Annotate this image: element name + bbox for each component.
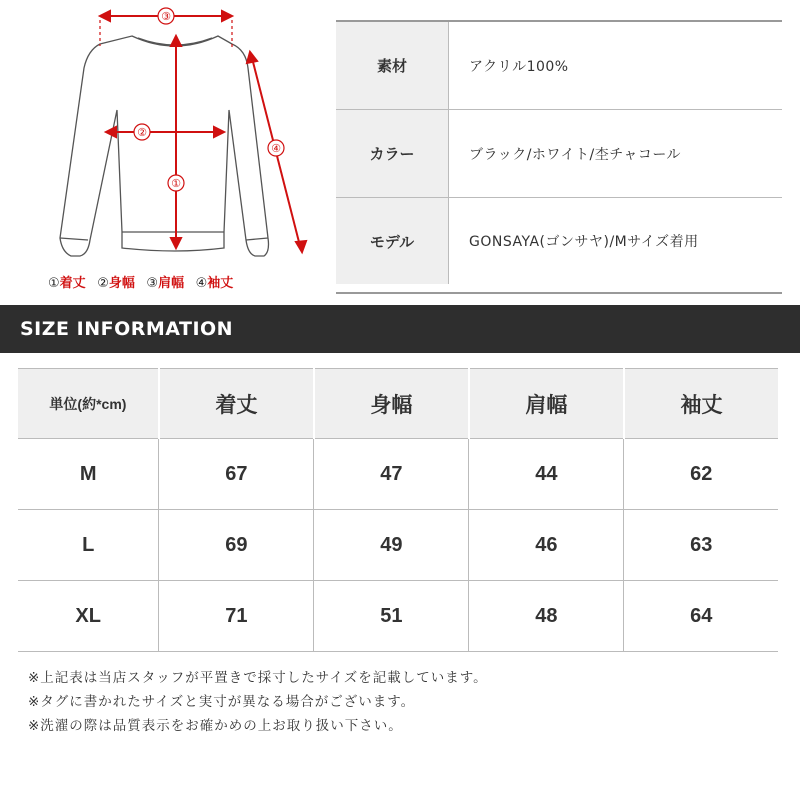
- sweater-outline: [60, 36, 269, 256]
- legend-item-length: ①着丈: [48, 276, 86, 291]
- table-cell: 49: [314, 510, 469, 581]
- header-sleeve: 袖丈: [624, 369, 778, 439]
- marker-1: ①: [171, 177, 181, 190]
- table-cell: 48: [469, 581, 624, 652]
- size-label: XL: [18, 581, 159, 652]
- note-line: ※タグに書かれたサイズと実寸が異なる場合がございます。: [28, 694, 416, 710]
- marker-3: ③: [161, 10, 171, 23]
- chest-width-arrow: [106, 127, 224, 137]
- length-arrow: [171, 36, 181, 248]
- table-row: [18, 581, 778, 652]
- spec-row-material: [336, 22, 782, 110]
- table-cell: 67: [159, 439, 314, 510]
- table-cell: 47: [314, 439, 469, 510]
- spec-key: 素材: [336, 22, 449, 109]
- legend-item-sleeve: ④袖丈: [195, 276, 234, 291]
- measurement-legend: [48, 272, 318, 291]
- table-cell: 69: [159, 510, 314, 581]
- table-row: [18, 439, 778, 510]
- spec-row-color: [336, 110, 782, 198]
- note-line: ※洗濯の際は品質表示をお確かめの上お取り扱い下さい。: [28, 718, 403, 734]
- product-spec-table: [336, 20, 782, 294]
- table-cell: 51: [314, 581, 469, 652]
- legend-item-chest: ②身幅: [97, 276, 135, 291]
- header-shoulder: 肩幅: [469, 369, 624, 439]
- sweater-measurement-diagram: [0, 0, 320, 300]
- size-table-header-row: [18, 369, 778, 439]
- header-chest: 身幅: [314, 369, 469, 439]
- table-cell: 44: [469, 439, 624, 510]
- spec-key: カラー: [336, 110, 449, 197]
- size-table: [18, 368, 778, 652]
- marker-2: ②: [137, 126, 147, 139]
- header-length: 着丈: [159, 369, 314, 439]
- table-cell: 46: [469, 510, 624, 581]
- size-label: M: [18, 439, 159, 510]
- table-cell: 63: [624, 510, 778, 581]
- table-cell: 64: [624, 581, 778, 652]
- notes: [28, 666, 788, 738]
- spec-value: GONSAYA(ゴンサヤ)/Mサイズ着用: [469, 234, 699, 250]
- spec-value: ブラック/ホワイト/杢チャコール: [469, 146, 682, 163]
- table-row: [18, 510, 778, 581]
- spec-row-model: [336, 198, 782, 284]
- marker-4: ④: [271, 142, 281, 155]
- spec-value: アクリル100%: [469, 58, 569, 75]
- size-label: L: [18, 510, 159, 581]
- legend-item-shoulder: ③肩幅: [146, 276, 185, 291]
- spec-key: モデル: [336, 198, 449, 284]
- note-line: ※上記表は当店スタッフが平置きで採寸したサイズを記載しています。: [28, 670, 488, 686]
- unit-label: 単位(約*cm): [18, 369, 159, 439]
- table-cell: 62: [624, 439, 778, 510]
- size-information-banner: SIZE INFORMATION: [0, 305, 800, 353]
- table-cell: 71: [159, 581, 314, 652]
